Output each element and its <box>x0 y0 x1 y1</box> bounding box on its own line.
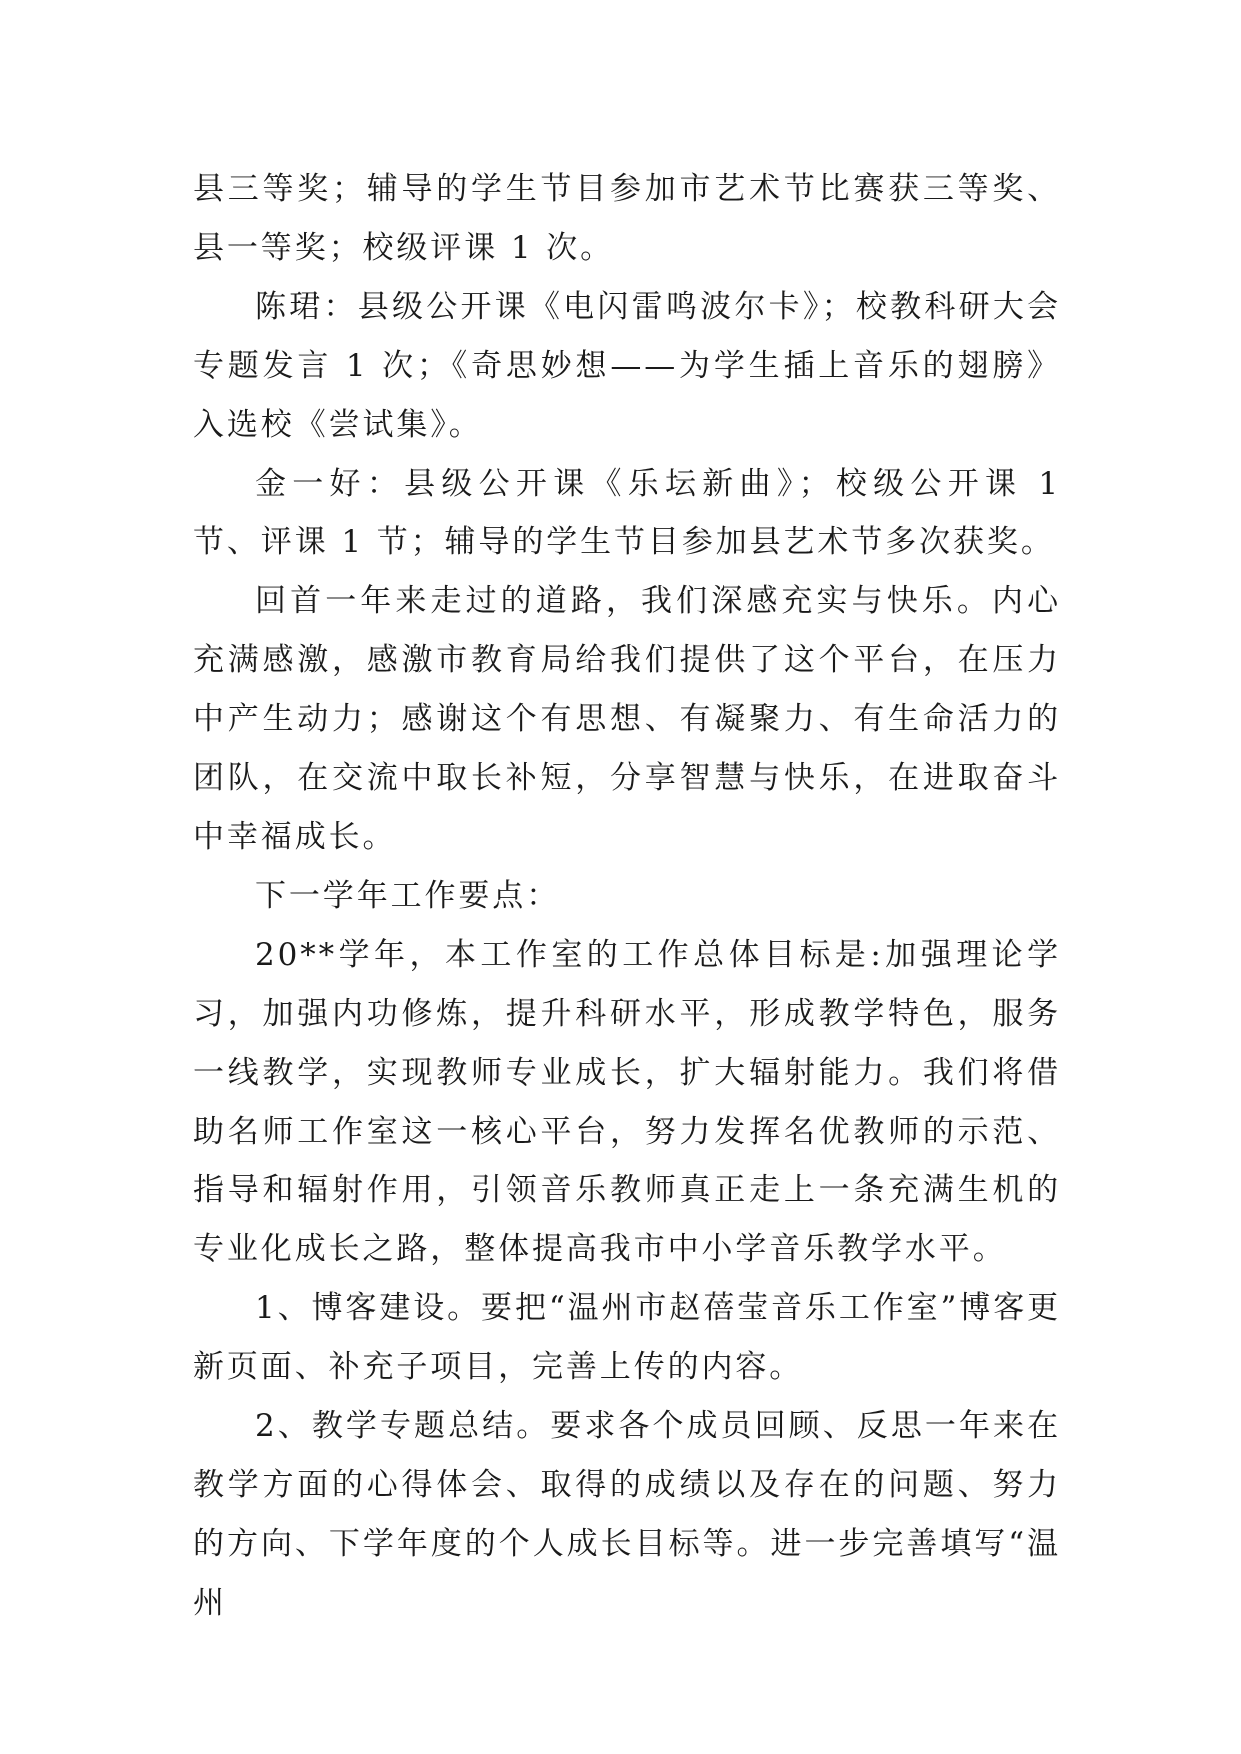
paragraph-jin-yihao: 金一好：县级公开课《乐坛新曲》；校级公开课 1 节、评课 1 节；辅导的学生节目参加县艺术节多次获奖。 <box>193 465 1061 561</box>
paragraph-reflection: 回首一年来走过的道路，我们深感充实与快乐。内心充满感激，感激市教育局给我们提供了这个平台，在压力中产生动力；感谢这个有思想、有凝聚力、有生命活力的团队，在交流中取长补短，分享智慧与快乐，在进取奋斗中幸福成长。 <box>193 583 1061 855</box>
paragraph-continued-awards: 县三等奖；辅导的学生节目参加市艺术节比赛获三等奖、县一等奖；校级评课 1 次。 <box>193 171 1061 266</box>
paragraph-next-year-heading: 下一学年工作要点： <box>255 877 561 914</box>
paragraph-overall-goal: 20**学年，本工作室的工作总体目标是:加强理论学习，加强内功修炼，提升科研水平，形成教学特色，服务一线教学，实现教师专业成长，扩大辐射能力。我们将借助名师工作室这一核心平台，努力发挥名优教师的示范、指导和辐射作用，引领音乐教师真正走上一条充满生机的专业化成长之路，整体提高我市中小学音乐教学水平。 <box>193 936 1061 1268</box>
paragraph-chen-jun: 陈珺：县级公开课《电闪雷鸣波尔卡》；校教科研大会专题发言 1 次；《奇思妙想——为学生插上音乐的翅膀》入选校《尝试集》。 <box>193 288 1061 443</box>
paragraph-item-2-summary: 2、教学专题总结。要求各个成员回顾、反思一年来在教学方面的心得体会、取得的成绩以及存在的问题、努力的方向、下学年度的个人成长目标等。进一步完善填写“温州 <box>193 1408 1061 1621</box>
paragraph-item-1-blog: 1、博客建设。要把“温州市赵蓓莹音乐工作室”博客更新页面、补充子项目，完善上传的内容。 <box>193 1290 1061 1386</box>
document-body <box>193 160 1061 1633</box>
